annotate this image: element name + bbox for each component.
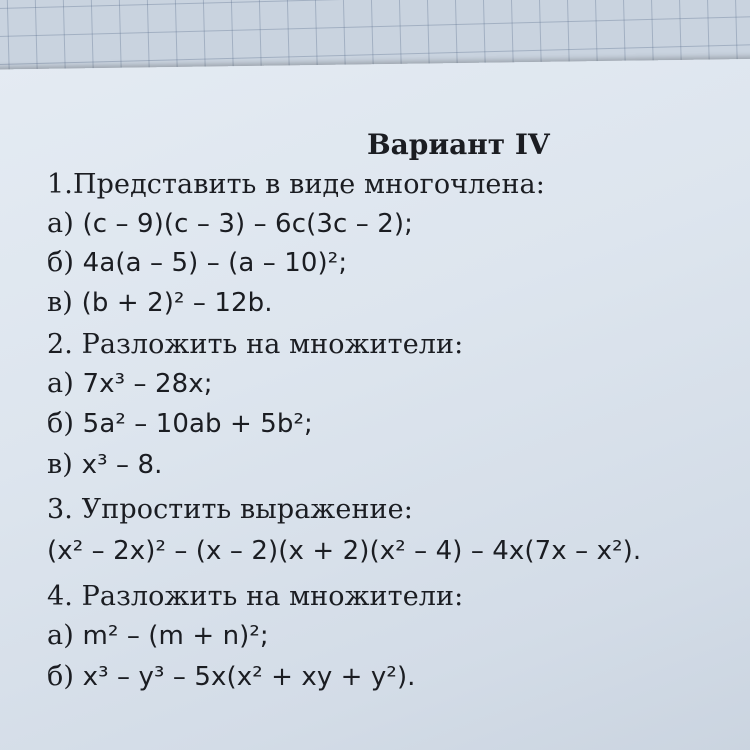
task-1-item-b (47, 248, 347, 278)
item-expression: x³ – y³ – 5x(x² + xy + y²). (82, 662, 416, 692)
item-expression: 4a(a – 5) – (a – 10)²; (82, 248, 348, 278)
task-4-item-a (47, 621, 269, 651)
item-label: а) (47, 368, 83, 399)
variant-title: Вариант IV (367, 128, 550, 161)
item-label: б) (47, 408, 83, 439)
task-1-item-a (47, 209, 413, 239)
item-expression: (x² – 2x)² – (x – 2)(x + 2)(x² – 4) – 4x(7x – x²). (47, 536, 642, 566)
task-4-item-b (47, 662, 416, 692)
task-2-item-c (47, 450, 162, 480)
item-expression: (c – 9)(c – 3) – 6c(3c – 2); (82, 209, 413, 239)
task-4-heading: 4. Разложить на множители: (47, 581, 464, 612)
task-3-item (47, 536, 641, 566)
task-2-item-b (47, 409, 313, 439)
task-2-heading: 2. Разложить на множители: (47, 329, 464, 360)
task-1-item-c (47, 288, 273, 318)
task-3-heading: 3. Упростить выражение: (47, 494, 413, 525)
item-label: а) (47, 620, 83, 651)
item-label: в) (47, 287, 82, 318)
item-expression: (b + 2)² – 12b. (81, 288, 273, 318)
item-label: б) (47, 661, 83, 692)
item-label: б) (47, 247, 83, 278)
task-2-item-a (47, 369, 213, 399)
item-expression: 5a² – 10ab + 5b²; (82, 409, 313, 439)
item-label: а) (47, 208, 83, 239)
item-expression: 7x³ – 28x; (82, 369, 213, 399)
item-label: в) (47, 449, 82, 480)
item-expression: m² – (m + n)²; (82, 621, 269, 651)
task-1-heading: 1.Представить в виде многочлена: (47, 169, 545, 200)
item-expression: x³ – 8. (81, 450, 163, 480)
